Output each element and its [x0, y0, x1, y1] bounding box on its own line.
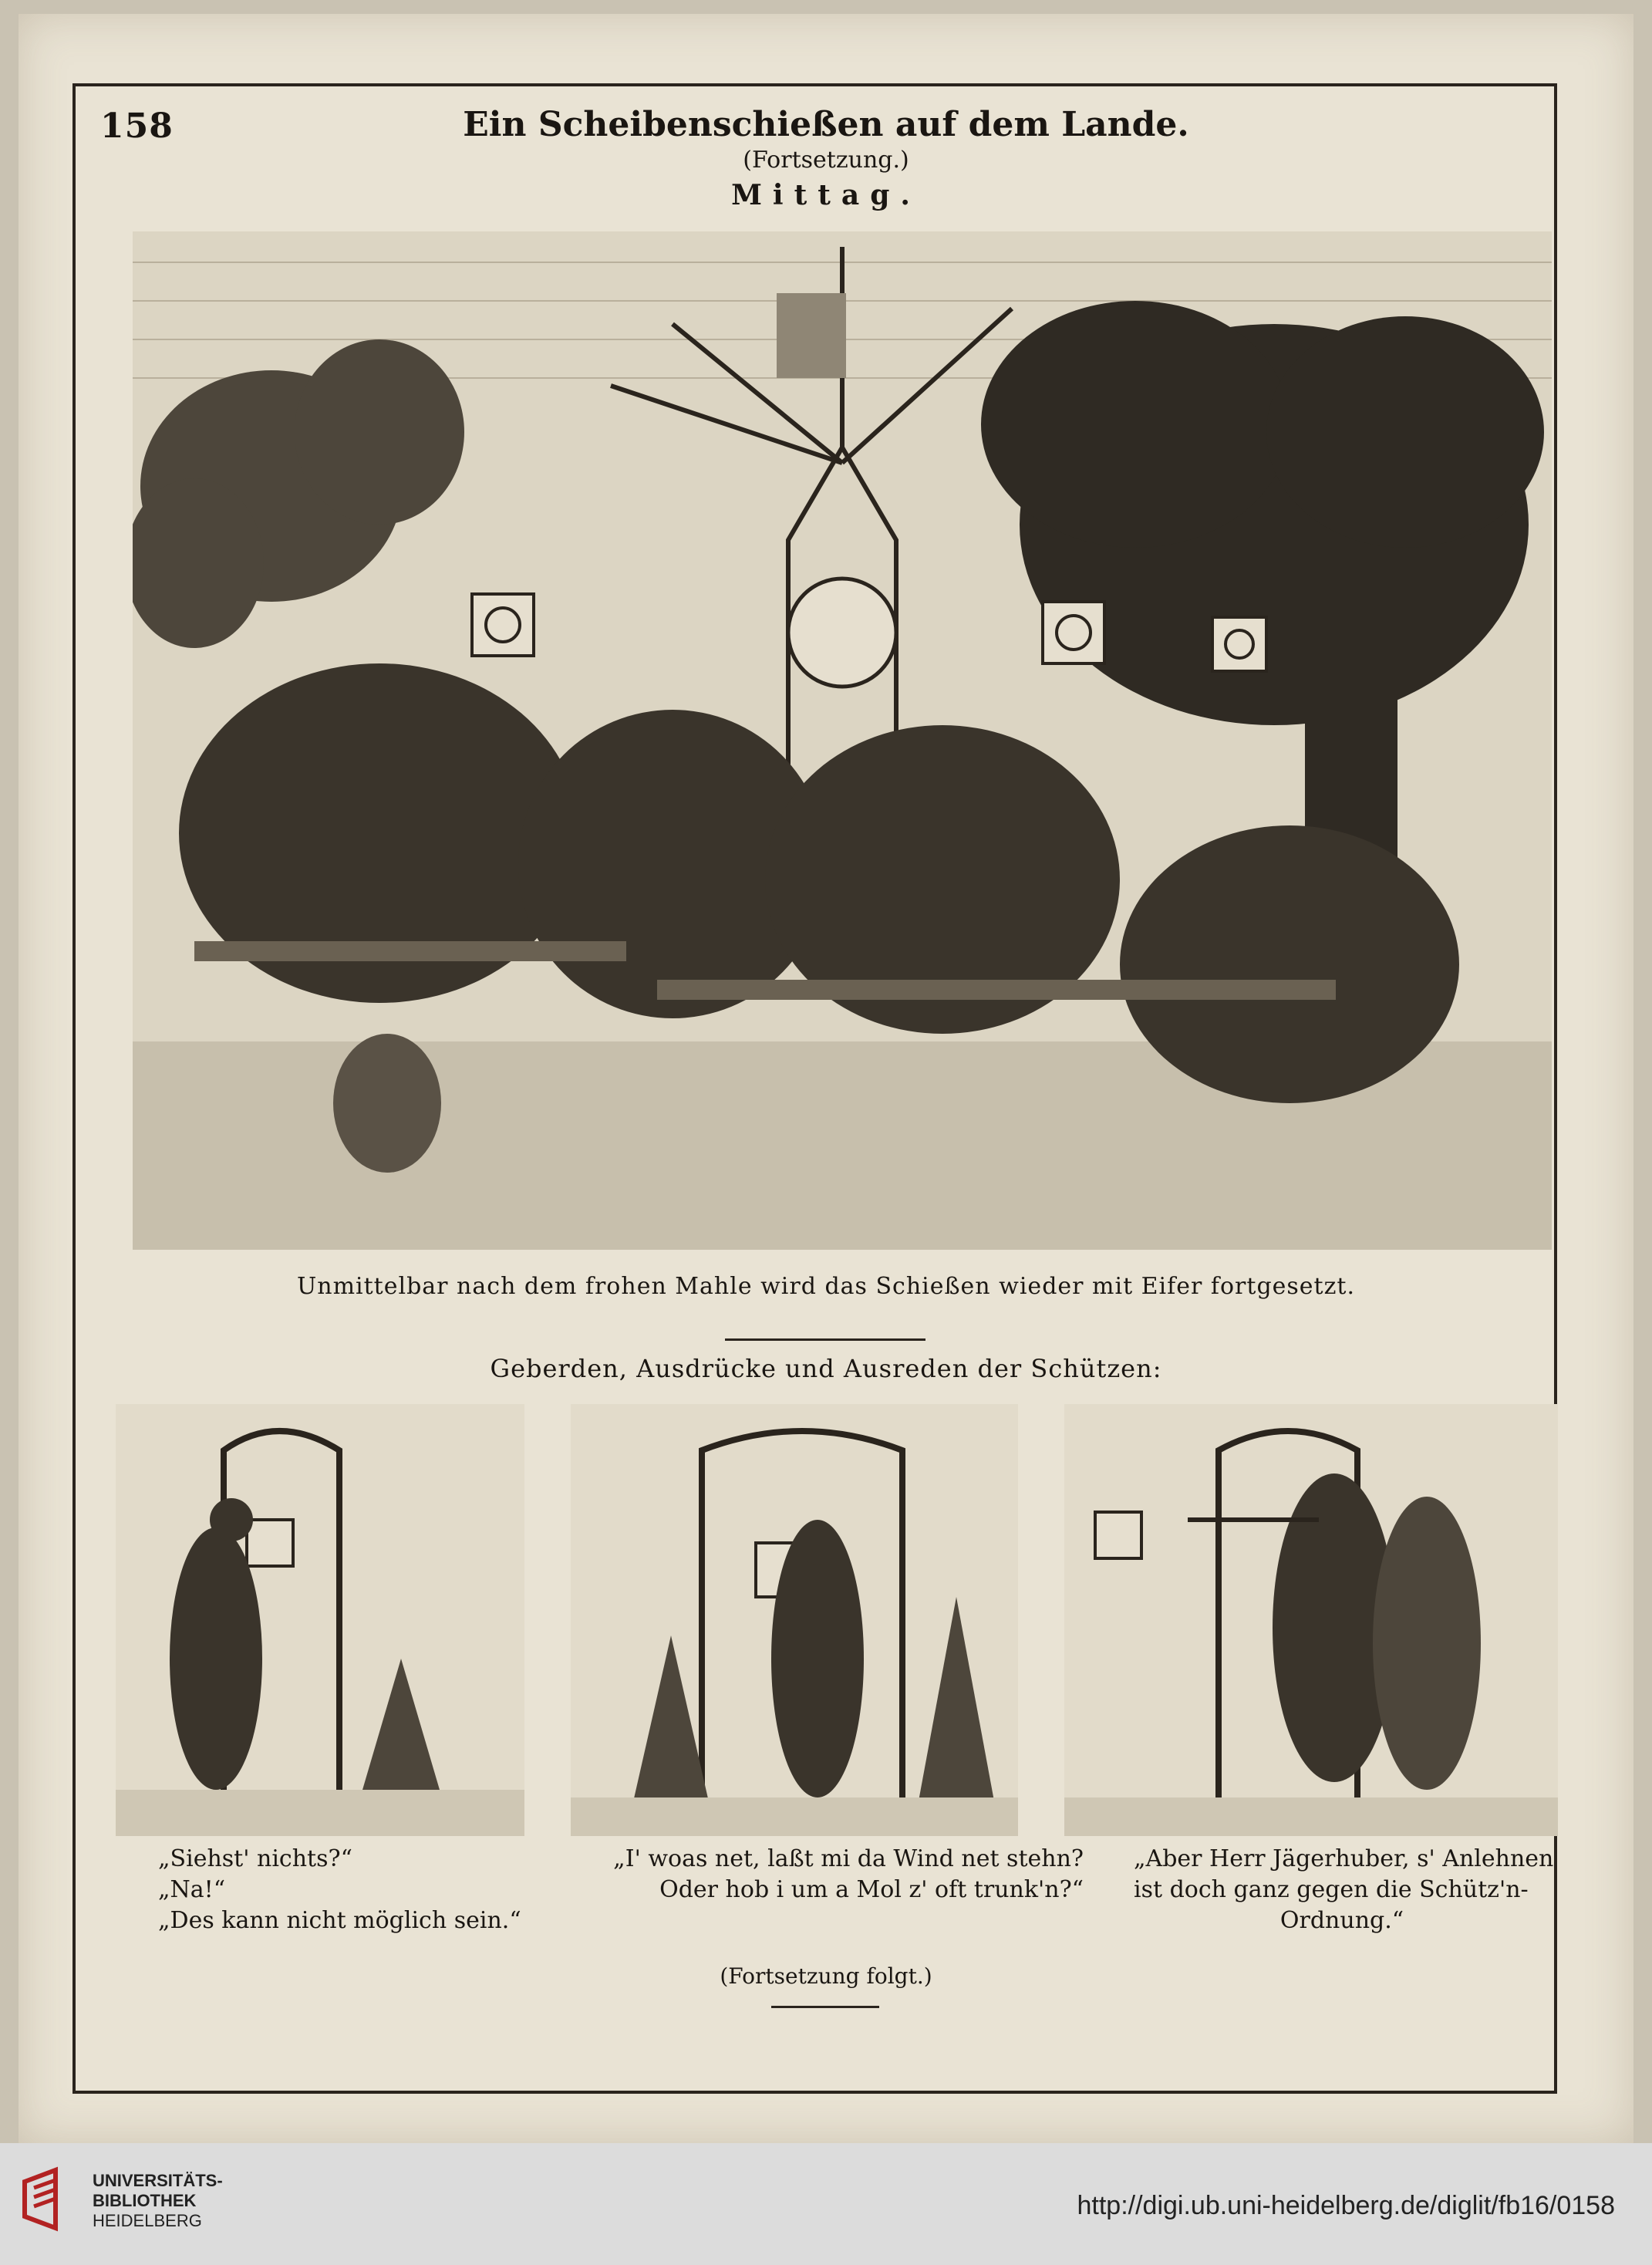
sub-heading: Geberden, Ausdrücke und Ausreden der Schützen:: [490, 1354, 1162, 1383]
page-subtitle: (Fortsetzung.): [743, 147, 909, 174]
quote-1-line-3: „Des kann nicht möglich sein.“: [158, 1907, 521, 1934]
quote-3-line-2: ist doch ganz gegen die Schütz'n-: [1134, 1876, 1529, 1903]
divider-rule: [725, 1338, 925, 1341]
page-number: 158: [100, 106, 174, 146]
continuation-note: (Fortsetzung folgt.): [720, 1963, 932, 1989]
library-name: [93, 2171, 223, 2231]
library-name-line-3: HEIDELBERG: [93, 2211, 202, 2230]
vignette-illustration-3: [1064, 1404, 1558, 1836]
vignette-illustration-1: [116, 1404, 524, 1836]
quote-3-line-1: „Aber Herr Jägerhuber, s' Anlehnen: [1134, 1845, 1554, 1872]
section-heading: Mittag.: [731, 179, 921, 211]
main-engraving-illustration: [133, 231, 1552, 1250]
library-name-line-1: UNIVERSITÄTS-: [93, 2171, 223, 2190]
source-url-link[interactable]: http://digi.ub.uni-heidelberg.de/diglit/fb16/0158: [1077, 2191, 1615, 2220]
quote-1: [158, 1844, 521, 1936]
quote-2: [571, 1844, 1084, 1906]
library-name-line-2: BIBLIOTHEK: [93, 2191, 197, 2210]
main-illustration-caption: Unmittelbar nach dem frohen Mahle wird das Schießen wieder mit Eifer fortgesetzt.: [296, 1273, 1356, 1300]
quote-3-line-3: Ordnung.“: [1279, 1907, 1404, 1934]
quote-1-line-1: „Siehst' nichts?“: [158, 1845, 352, 1872]
quote-2-line-2: Oder hob i um a Mol z' oft trunk'n?“: [659, 1876, 1084, 1903]
quote-3: [1134, 1844, 1553, 1936]
end-rule: [771, 2006, 879, 2008]
quote-2-line-1: „I' woas net, laßt mi da Wind net stehn?: [613, 1845, 1084, 1872]
quote-1-line-2: „Na!“: [158, 1876, 226, 1903]
page-title: Ein Scheibenschießen auf dem Lande.: [463, 105, 1189, 144]
library-logo-icon: [17, 2166, 86, 2236]
library-footer-bar: [0, 2143, 1652, 2265]
vignette-illustration-2: [571, 1404, 1018, 1836]
